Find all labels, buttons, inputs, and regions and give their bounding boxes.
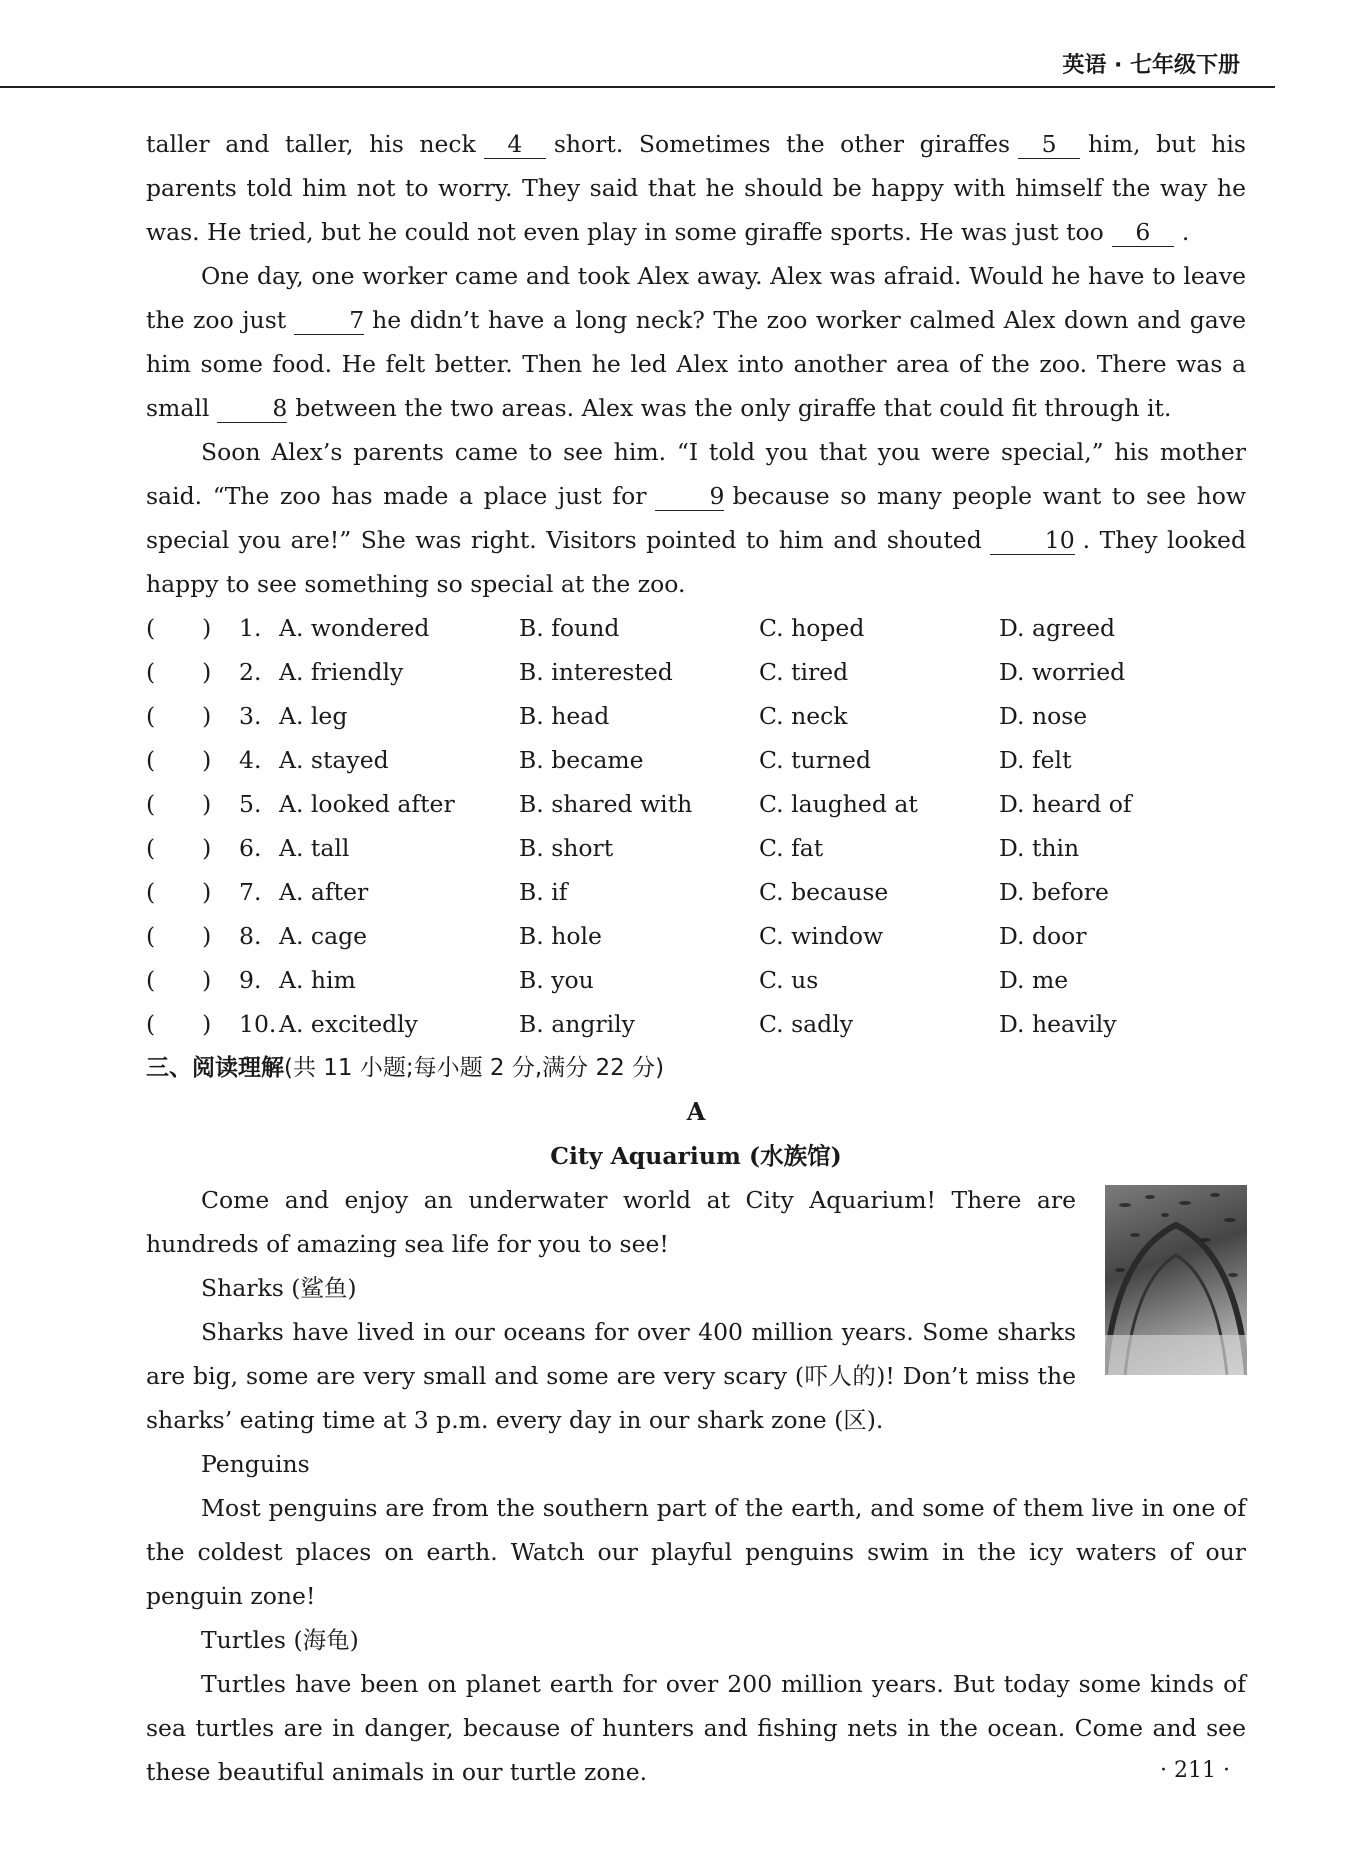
question-number: 8. — [239, 922, 262, 950]
blank-6: 6 — [1112, 218, 1174, 247]
penguins-paragraph: Most penguins are from the southern part of the earth, and some of them live in one of the coldest places on earth. Watch our playful penguins swim in the icy waters of our penguin zone! — [146, 1494, 1246, 1610]
choice-a: A. friendly — [279, 658, 404, 686]
choice-c: C. us — [759, 966, 819, 994]
sharks-paragraph: Sharks have lived in our oceans for over 400 million years. Some sharks are big, some are very small and some are very scary (吓人的)! Don’t miss the sharks’ eating time at 3 p.m. every day in our shark zone (区). — [146, 1318, 1076, 1434]
penguins-heading: Penguins — [201, 1450, 310, 1478]
choice-b: B. angrily — [519, 1010, 635, 1038]
question-number: 9. — [239, 966, 262, 994]
choice-c: C. hoped — [759, 614, 865, 642]
question-number: 4. — [239, 746, 262, 774]
sharks-heading: Sharks (鲨鱼) — [201, 1274, 357, 1302]
answer-slot[interactable]: ( ) — [146, 966, 212, 994]
blank-9: 9 — [655, 482, 725, 511]
choice-a: A. tall — [279, 834, 350, 862]
blank-5: 5 — [1018, 130, 1080, 159]
option-row-4 — [146, 738, 1246, 782]
page-number: · 211 · — [1160, 1758, 1230, 1783]
answer-slot[interactable]: ( ) — [146, 878, 212, 906]
page-header — [0, 48, 1240, 88]
choice-b: B. head — [519, 702, 610, 730]
choice-b: B. short — [519, 834, 614, 862]
choice-d: D. felt — [999, 746, 1072, 774]
answer-slot[interactable]: ( ) — [146, 614, 212, 642]
choice-c: C. turned — [759, 746, 871, 774]
choice-d: D. agreed — [999, 614, 1116, 642]
blank-10: 10 — [990, 526, 1075, 555]
option-row-9 — [146, 958, 1246, 1002]
question-number: 6. — [239, 834, 262, 862]
blank-4: 4 — [484, 130, 546, 159]
choice-d: D. heard of — [999, 790, 1132, 818]
choice-c: C. sadly — [759, 1010, 853, 1038]
header-rule — [0, 86, 1275, 88]
choice-c: C. fat — [759, 834, 824, 862]
choice-b: B. found — [519, 614, 620, 642]
choice-d: D. heavily — [999, 1010, 1117, 1038]
choice-b: B. if — [519, 878, 568, 906]
choice-d: D. me — [999, 966, 1069, 994]
choice-d: D. door — [999, 922, 1087, 950]
answer-slot[interactable]: ( ) — [146, 658, 212, 686]
choice-c: C. window — [759, 922, 884, 950]
choice-a: A. leg — [279, 702, 348, 730]
answer-slot[interactable]: ( ) — [146, 834, 212, 862]
choice-c: C. tired — [759, 658, 849, 686]
choice-a: A. him — [279, 966, 356, 994]
choice-b: B. interested — [519, 658, 673, 686]
aquarium-tunnel-image — [1105, 1185, 1247, 1375]
option-row-1 — [146, 606, 1246, 650]
question-number: 10. — [239, 1010, 277, 1038]
answer-slot[interactable]: ( ) — [146, 1010, 212, 1038]
aquarium-photo — [1105, 1185, 1247, 1375]
choice-c: C. because — [759, 878, 889, 906]
choice-d: D. nose — [999, 702, 1088, 730]
choice-d: D. thin — [999, 834, 1080, 862]
choice-b: B. shared with — [519, 790, 693, 818]
choice-b: B. you — [519, 966, 594, 994]
question-number: 5. — [239, 790, 262, 818]
option-row-5 — [146, 782, 1246, 826]
blank-7: 7 — [294, 306, 364, 335]
choice-c: C. neck — [759, 702, 848, 730]
option-row-6 — [146, 826, 1246, 870]
answer-slot[interactable]: ( ) — [146, 790, 212, 818]
question-number: 1. — [239, 614, 262, 642]
option-row-3 — [146, 694, 1246, 738]
answer-slot[interactable]: ( ) — [146, 746, 212, 774]
option-row-2 — [146, 650, 1246, 694]
section-scoring-note: (共 11 小题;每小题 2 分,满分 22 分) — [284, 1055, 665, 1081]
question-number: 3. — [239, 702, 262, 730]
choice-a: A. stayed — [279, 746, 389, 774]
passage-paragraph-3: Soon Alex’s parents came to see him. “I told you that you were special,” his mother said. “The zoo has made a place just for 9 because so many people want to see how special you are!” She was right. Visitors pointed to him and shouted 10 . They looked happy to see something so special at the zoo. — [146, 438, 1247, 598]
option-row-8 — [146, 914, 1246, 958]
choice-b: B. hole — [519, 922, 602, 950]
choice-d: D. before — [999, 878, 1109, 906]
passage-paragraph-1: taller and taller, his neck 4 short. Sometimes the other giraffes 5 him, but his parents told him not to worry. They said that he should be happy with himself the way he was. He tried, but he could not even play in some giraffe sports. He was just too 6 . — [146, 130, 1246, 246]
choice-a: A. after — [279, 878, 369, 906]
option-row-7 — [146, 870, 1246, 914]
blank-8: 8 — [217, 394, 287, 423]
choice-a: A. excitedly — [279, 1010, 418, 1038]
turtles-heading: Turtles (海龟) — [201, 1626, 359, 1654]
choice-a: A. wondered — [279, 614, 430, 642]
header-title: 英语 · 七年级下册 — [1062, 53, 1240, 78]
intro-paragraph: Come and enjoy an underwater world at City Aquarium! There are hundreds of amazing sea life for you to see! — [146, 1186, 1076, 1258]
answer-slot[interactable]: ( ) — [146, 922, 212, 950]
choice-a: A. looked after — [279, 790, 455, 818]
section-title: 三、阅读理解 — [146, 1055, 284, 1081]
options-list — [146, 606, 1246, 1046]
choice-d: D. worried — [999, 658, 1126, 686]
turtles-paragraph: Turtles have been on planet earth for over 200 million years. But today some kinds of sea turtles are in danger, because of hunters and fishing nets in the ocean. Come and see these beautiful animals in our turtle zone. — [146, 1670, 1246, 1786]
choice-b: B. became — [519, 746, 644, 774]
answer-slot[interactable]: ( ) — [146, 702, 212, 730]
passage-paragraph-2: One day, one worker came and took Alex away. Alex was afraid. Would he have to leave the zoo just 7 he didn’t have a long neck? The zoo worker calmed Alex down and gave him some food. He felt better. Then he led Alex into another area of the zoo. There was a small 8 between the two areas. Alex was the only giraffe that could fit through it. — [146, 262, 1246, 422]
choice-a: A. cage — [279, 922, 368, 950]
section-heading — [146, 1046, 1246, 1090]
option-row-10 — [146, 1002, 1246, 1046]
question-number: 7. — [239, 878, 262, 906]
question-number: 2. — [239, 658, 262, 686]
page-content — [146, 122, 1246, 1794]
choice-c: C. laughed at — [759, 790, 918, 818]
passage-letter: A — [686, 1097, 706, 1126]
passage-title: City Aquarium (水族馆) — [550, 1142, 842, 1170]
